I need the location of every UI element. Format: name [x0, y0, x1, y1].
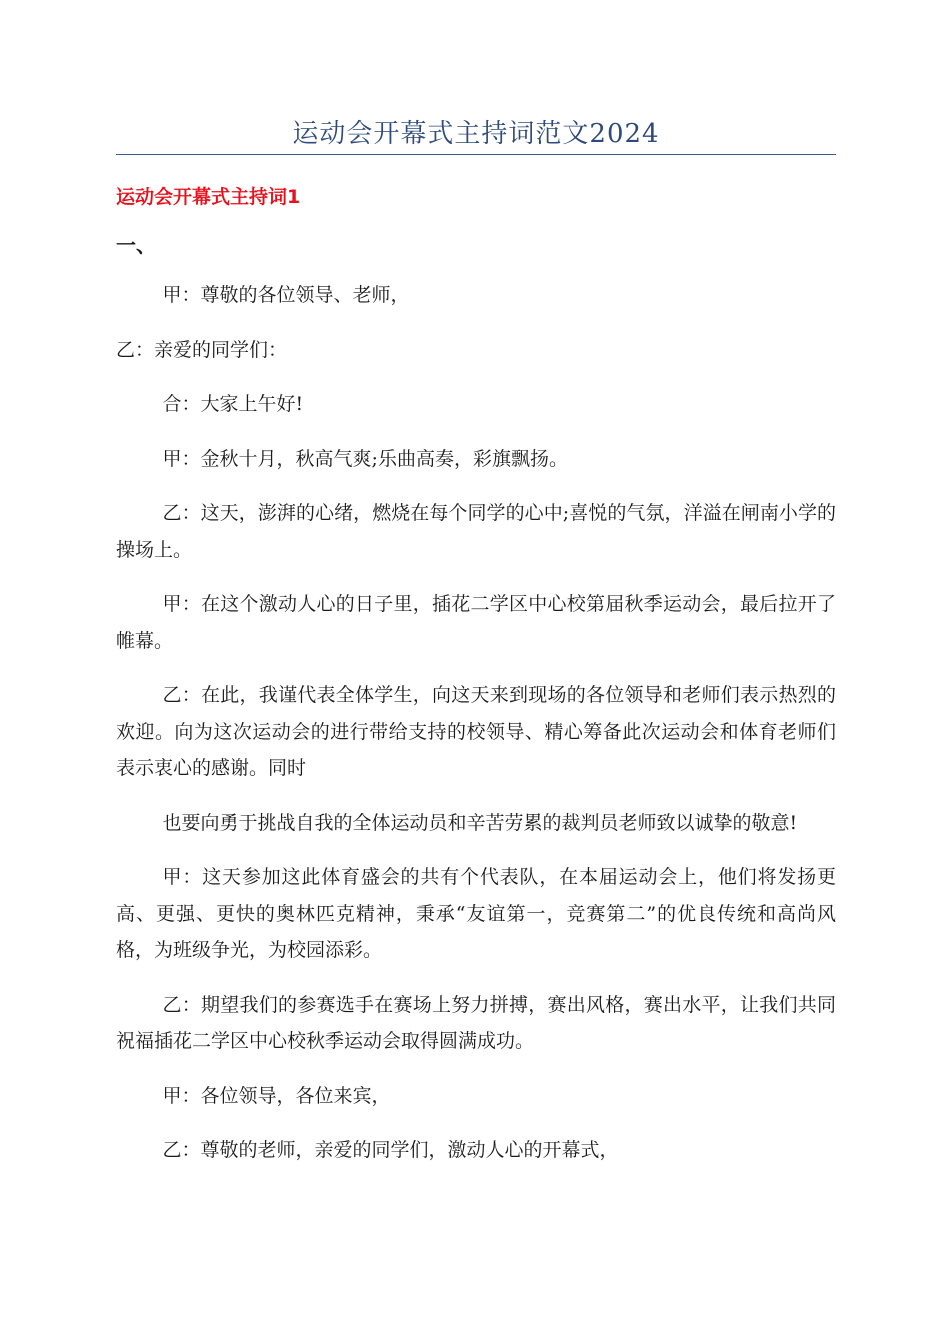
paragraph-11: 甲：各位领导，各位来宾， [162, 1084, 391, 1107]
section-heading: 运动会开幕式主持词1 [116, 186, 301, 208]
paragraph-1: 甲：尊敬的各位领导、老师， [162, 284, 410, 306]
paragraph-5: 乙：这天，澎湃的心绪，燃烧在每个同学的心中;喜悦的气氛，洋溢在闸南小学的操场上。 [116, 502, 836, 561]
paragraph-10: 乙：期望我们的参赛选手在赛场上努力拼搏，赛出风格，赛出水平，让我们共同祝福插花二学区中心校秋季运动会取得圆满成功。 [116, 993, 836, 1052]
sub-heading: 一、 [116, 233, 156, 257]
paragraph-2: 乙：亲爱的同学们： [116, 338, 288, 361]
title-divider [116, 154, 836, 155]
paragraph-6: 甲：在这个激动人心的日子里，插花二学区中心校第届秋季运动会，最后拉开了帷幕。 [116, 593, 836, 652]
paragraph-12: 乙：尊敬的老师，亲爱的同学们，激动人心的开幕式， [162, 1139, 619, 1161]
paragraph-3: 合：大家上午好! [162, 393, 304, 415]
paragraph-9: 甲：这天参加这此体育盛会的共有个代表队，在本届运动会上，他们将发扬更高、更强、更快的奥林匹克精神，秉承“友谊第一，竞赛第二”的优良传统和高尚风格，为班级争光，为校园添彩。 [116, 866, 836, 961]
paragraph-4: 甲：金秋十月，秋高气爽;乐曲高奏，彩旗飘扬。 [162, 447, 568, 470]
document-title: 运动会开幕式主持词范文2024 [292, 119, 660, 149]
document-body [116, 277, 836, 1187]
paragraph-7: 乙：在此，我谨代表全体学生，向这天来到现场的各位领导和老师们表示热烈的欢迎。向为这次运动会的进行带给支持的校领导、精心筹备此次运动会和体育老师们表示衷心的感谢。同时 [116, 684, 836, 779]
paragraph-8: 也要向勇于挑战自我的全体运动员和辛苦劳累的裁判员老师致以诚挚的敬意! [162, 811, 798, 834]
